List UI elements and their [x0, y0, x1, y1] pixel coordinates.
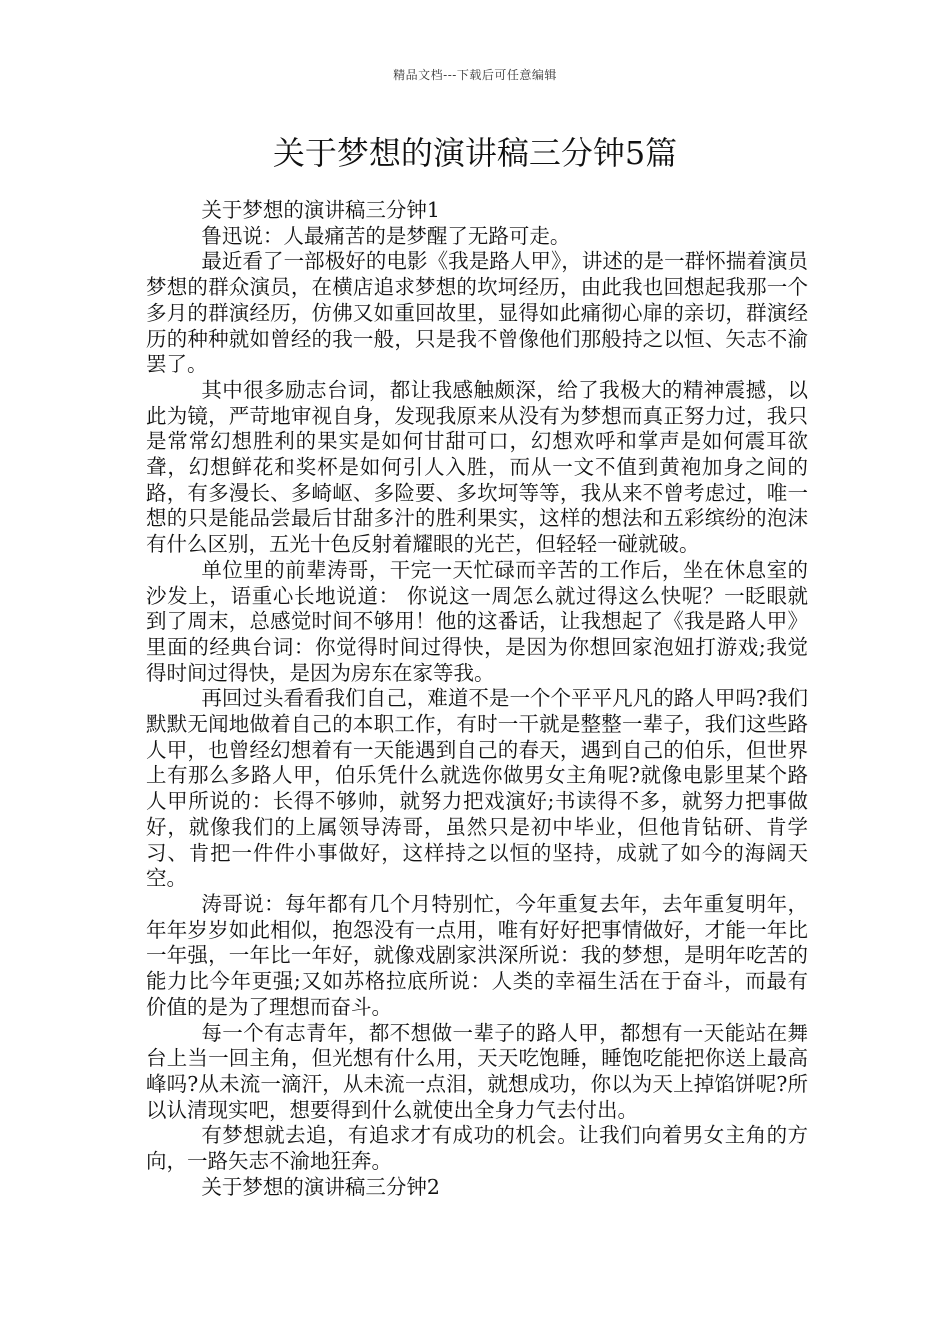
section-heading-2: 关于梦想的演讲稿三分钟2: [201, 1174, 440, 1199]
document-title: 关于梦想的演讲稿三分钟5篇: [272, 134, 678, 172]
paragraph: 涛哥说：每年都有几个月特别忙，今年重复去年，去年重复明年，年年岁岁如此相似，抱怨没有一点用，唯有好好把事情做好，才能一年比一年强，一年比一年好，就像戏剧家洪深所说：我的梦想，是明年吃苦的能力比今年更强;又如苏格拉底所说：人类的幸福生活在于奋斗，而最有价值的是为了理想而奋斗。: [146, 891, 808, 1019]
header-note: 精品文档---下载后可任意编辑: [393, 68, 557, 82]
paragraph: 最近看了一部极好的电影《我是路人甲》，讲述的是一群怀揣着演员梦想的群众演员，在横店追求梦想的坎坷经历，由此我也回想起我那一个多月的群演经历，仿佛又如重回故里，显得如此痛彻心扉的亲切，群演经历的种种就如曾经的我一般，只是我不曾像他们那般持之以恒、矢志不渝罢了。: [146, 249, 808, 377]
paragraph: 鲁迅说：人最痛苦的是梦醒了无路可走。: [201, 223, 571, 248]
paragraph: 每一个有志青年，都不想做一辈子的路人甲，都想有一天能站在舞台上当一回主角，但光想有什么用，天天吃饱睡，睡饱吃能把你送上最高峰吗?从未流一滴汗，从未流一点泪，就想成功，你以为天上掉馅饼呢?所以认清现实吧，想要得到什么就使出全身力气去付出。: [146, 1020, 808, 1122]
paragraph: 单位里的前辈涛哥，干完一天忙碌而辛苦的工作后，坐在休息室的沙发上，语重心长地说道： 你说这一周怎么就过得这么快呢？一眨眼就到了周末，总感觉时间不够用！他的这番话，让我想起了《我是路人甲》里面的经典台词：你觉得时间过得快，是因为你想回家泡妞打游戏;我觉得时间过得快，是因为房东在家等我。: [146, 557, 808, 685]
paragraph: 其中很多励志台词，都让我感触颇深，给了我极大的精神震撼，以此为镜，严苛地审视自身，发现我原来从没有为梦想而真正努力过，我只是常常幻想胜利的果实是如何甘甜可口，幻想欢呼和掌声是如何震耳欲聋，幻想鲜花和奖杯是如何引人入胜，而从一文不值到黄袍加身之间的路，有多漫长、多崎岖、多险要、多坎坷等等，我从来不曾考虑过，唯一想的只是能品尝最后甘甜多汁的胜利果实，这样的想法和五彩缤纷的泡沫有什么区别，五光十色反射着耀眼的光芒，但轻轻一碰就破。: [146, 377, 808, 557]
paragraph: 有梦想就去追，有追求才有成功的机会。让我们向着男女主角的方向，一路矢志不渝地狂奔。: [146, 1123, 808, 1174]
paragraph: 再回过头看看我们自己，难道不是一个个平平凡凡的路人甲吗?我们默默无闻地做着自己的本职工作，有时一干就是整整一辈子，我们这些路人甲，也曾经幻想着有一天能遇到自己的春天，遇到自己的伯乐，但世界上有那么多路人甲，伯乐凭什么就选你做男女主角呢?就像电影里某个路人甲所说的：长得不够帅，就努力把戏演好;书读得不多，就努力把事做好，就像我们的上属领导涛哥，虽然只是初中毕业，但他肯钻研、肯学习、肯把一件件小事做好，这样持之以恒的坚持，成就了如今的海阔天空。: [146, 686, 808, 891]
document-body: [146, 198, 808, 1200]
section-heading-1: 关于梦想的演讲稿三分钟1: [201, 198, 440, 222]
